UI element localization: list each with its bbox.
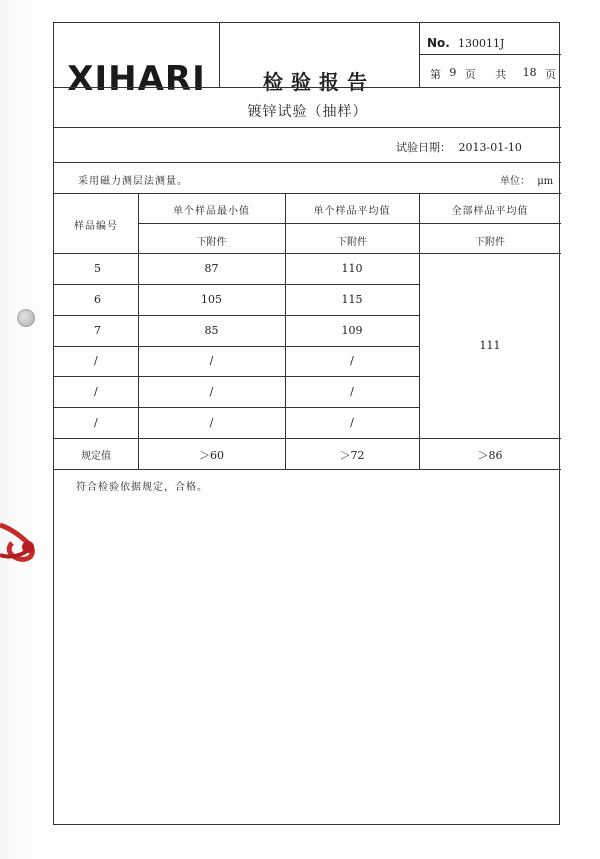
- subheader-avg: 下附件: [337, 237, 367, 248]
- report-title: 检验报告: [263, 70, 375, 94]
- cell-avg: /: [350, 354, 354, 367]
- table-row-divider: [54, 346, 419, 347]
- report-frame: [53, 22, 560, 825]
- test-date: [396, 139, 522, 155]
- header-single-avg: 单个样品平均值: [313, 206, 391, 217]
- page-indicator: [430, 66, 556, 82]
- method-note: 采用磁力测层法测量。: [78, 176, 188, 187]
- spec-label: 规定值: [81, 451, 111, 462]
- divider: [54, 127, 561, 128]
- cell-sample-no: /: [94, 385, 98, 398]
- section-title: 镀锌试验（抽样）: [247, 104, 368, 120]
- test-date-value: 2013-01-10: [458, 141, 522, 154]
- cell-min: 85: [204, 324, 219, 337]
- table-row-divider: [54, 315, 419, 316]
- cell-avg: /: [350, 385, 354, 398]
- page-prefix: 第: [430, 68, 441, 81]
- cell-avg: 109: [341, 324, 363, 337]
- divider: [54, 193, 561, 194]
- test-date-label: 试验日期：: [396, 141, 451, 154]
- cell-min: /: [209, 385, 214, 398]
- binding-ribbon-icon: [0, 515, 40, 585]
- spec-avg: ＞72: [339, 449, 365, 462]
- report-number-label: No.: [427, 36, 450, 50]
- cell-avg: /: [350, 416, 354, 429]
- cell-min: 105: [201, 293, 222, 306]
- page-middle: 页 共: [464, 68, 515, 81]
- table-bottom-divider: [54, 469, 561, 470]
- cell-sample-no: 7: [94, 324, 101, 337]
- table-row-divider: [54, 376, 419, 377]
- spec-min: ＞60: [199, 449, 224, 462]
- spec-all-avg: ＞86: [477, 449, 503, 462]
- unit-label: 单位：: [500, 176, 530, 187]
- divider: [419, 54, 561, 55]
- subheader-all-avg: 下附件: [475, 237, 505, 248]
- subheader-min: 下附件: [196, 237, 227, 248]
- report-number-value: 130011J: [457, 37, 505, 50]
- header-single-min: 单个样品最小值: [173, 206, 250, 217]
- divider: [54, 87, 561, 88]
- table-header-divider: [54, 253, 561, 254]
- report-number: [427, 32, 504, 51]
- table-header-divider: [138, 223, 561, 224]
- table-row-divider: [54, 438, 561, 439]
- page-current: 9: [449, 66, 457, 79]
- cell-avg: 110: [341, 262, 363, 275]
- cell-min: /: [209, 354, 214, 367]
- cell-sample-no: /: [94, 354, 98, 367]
- unit-value: μm: [537, 176, 554, 187]
- header-all-avg: 全部样品平均值: [451, 206, 529, 217]
- cell-sample-no: /: [94, 416, 98, 429]
- cell-avg: 115: [341, 293, 363, 306]
- divider: [54, 162, 561, 163]
- unit: [500, 172, 553, 187]
- page-total: 18: [522, 66, 537, 79]
- company-logo: XIHARI: [67, 59, 206, 99]
- cell-min: 87: [204, 262, 219, 275]
- page-suffix: 页: [545, 68, 556, 81]
- table-row-divider: [54, 407, 419, 408]
- cell-min: /: [209, 416, 214, 429]
- cell-sample-no: 5: [94, 262, 101, 275]
- punch-hole: [17, 309, 35, 327]
- header-sample-no: 样品编号: [74, 221, 118, 232]
- cell-sample-no: 6: [94, 293, 101, 306]
- cell-overall-avg: 111: [479, 339, 501, 352]
- divider: [419, 23, 420, 87]
- table-row-divider: [54, 284, 419, 285]
- conclusion: 符合检验依据规定，合格。: [76, 482, 208, 493]
